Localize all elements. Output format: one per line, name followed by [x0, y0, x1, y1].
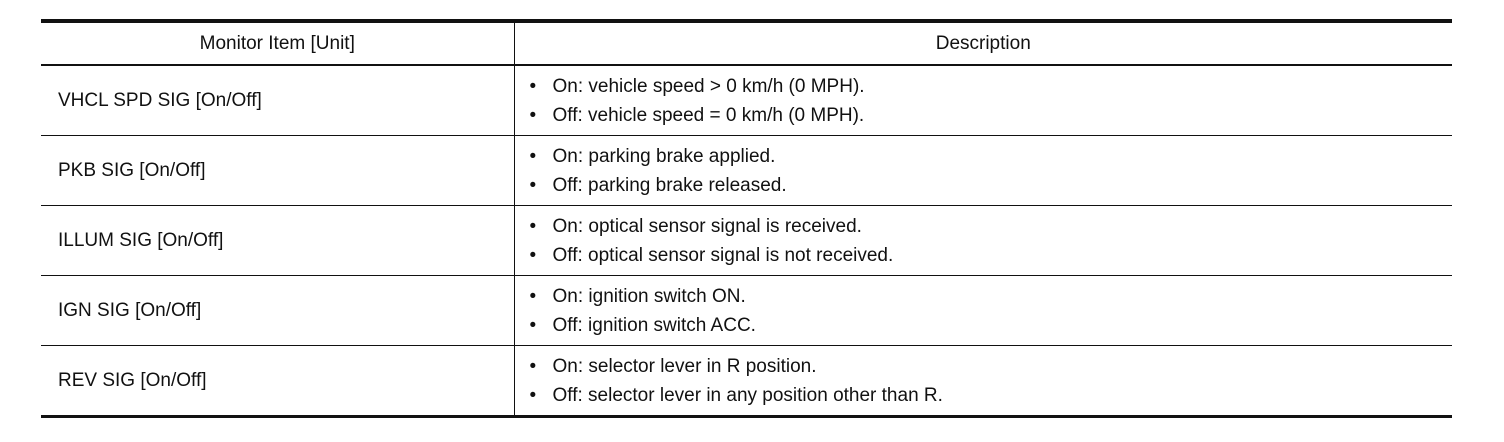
description-text: On: selector lever in R position.	[552, 355, 817, 377]
description-line	[530, 212, 1453, 241]
description-line	[530, 311, 1453, 340]
bullet-icon: •	[529, 285, 537, 307]
monitor-item-table	[41, 19, 1452, 418]
table-row	[41, 65, 1452, 136]
description-text: On: parking brake applied.	[552, 145, 776, 167]
table-row	[41, 346, 1452, 417]
monitor-item-cell: REV SIG [On/Off]	[41, 346, 514, 417]
monitor-item-cell: PKB SIG [On/Off]	[41, 136, 514, 206]
monitor-item-cell: IGN SIG [On/Off]	[41, 276, 514, 346]
description-text: Off: ignition switch ACC.	[552, 314, 756, 336]
description-text: Off: parking brake released.	[552, 174, 787, 196]
description-line	[530, 101, 1453, 130]
bullet-icon: •	[529, 244, 537, 266]
bullet-icon: •	[529, 174, 537, 196]
description-cell	[514, 276, 1452, 346]
bullet-icon: •	[529, 384, 537, 406]
description-cell	[514, 346, 1452, 417]
bullet-icon: •	[529, 355, 537, 377]
description-text: On: ignition switch ON.	[552, 285, 746, 307]
description-cell	[514, 206, 1452, 276]
header-row	[41, 21, 1452, 65]
table-row	[41, 276, 1452, 346]
description-line	[530, 352, 1453, 381]
description-text: Off: selector lever in any position other than R.	[552, 384, 943, 406]
description-text: Off: vehicle speed = 0 km/h (0 MPH).	[552, 104, 865, 126]
table-row	[41, 206, 1452, 276]
bullet-icon: •	[529, 215, 537, 237]
description-cell	[514, 65, 1452, 136]
description-line	[530, 171, 1453, 200]
description-text: On: vehicle speed > 0 km/h (0 MPH).	[552, 75, 865, 97]
table-row	[41, 136, 1452, 206]
description-line	[530, 241, 1453, 270]
description-text: On: optical sensor signal is received.	[552, 215, 862, 237]
description-text: Off: optical sensor signal is not received.	[552, 244, 894, 266]
description-line	[530, 381, 1453, 410]
monitor-item-cell: VHCL SPD SIG [On/Off]	[41, 65, 514, 136]
description-line	[530, 142, 1453, 171]
description-line	[530, 282, 1453, 311]
bullet-icon: •	[529, 104, 537, 126]
header-monitor-item: Monitor Item [Unit]	[41, 21, 514, 65]
bullet-icon: •	[529, 145, 537, 167]
description-cell	[514, 136, 1452, 206]
bullet-icon: •	[529, 314, 537, 336]
monitor-item-cell: ILLUM SIG [On/Off]	[41, 206, 514, 276]
description-line	[530, 72, 1453, 101]
bullet-icon: •	[529, 75, 537, 97]
header-description: Description	[514, 21, 1452, 65]
